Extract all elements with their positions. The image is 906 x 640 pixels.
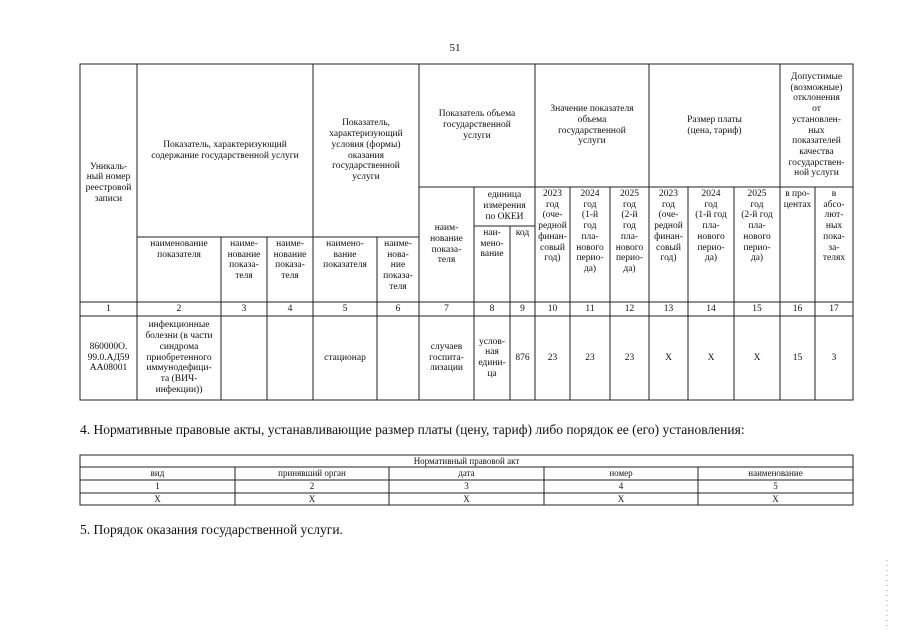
header-condition-name-2: наиме- нова- ние показа- теля xyxy=(383,239,413,292)
column-number: 13 xyxy=(663,303,674,314)
legal-act-value: Х xyxy=(308,493,316,504)
legal-act-column-number: 5 xyxy=(773,481,778,492)
column-number: 3 xyxy=(241,303,247,314)
header-volume-indicator: Показатель объема государственной услуги xyxy=(438,109,516,141)
header-unit-name: наи- мено- вание xyxy=(480,228,504,260)
legal-act-column-number: 4 xyxy=(618,481,624,492)
legal-act-column-number: 3 xyxy=(464,481,469,492)
cell-indicator-1: инфекционные болезни (в части синдрома приобретенного иммунодефици- та (ВИЧ- инфекции)) xyxy=(145,320,213,395)
cell-volume-2024: 23 xyxy=(585,352,595,363)
cell-deviation-absolute: 3 xyxy=(831,352,837,363)
cell-registry-number: 860000О. 99.0.АД59 АА08001 xyxy=(87,341,130,374)
header-indicator-name-2: наиме- нование показа- теля xyxy=(227,239,261,282)
legal-act-value: Х xyxy=(617,493,625,504)
header-allowed-deviations: Допустимые (возможные) отклонения от установлен- ных показателей качества государствен- ной услуги xyxy=(788,71,845,179)
legal-act-column-header: наименование xyxy=(748,468,803,479)
section-5-heading: 5. Порядок оказания государственной услуги. xyxy=(80,522,343,537)
column-number: 8 xyxy=(489,303,495,314)
legal-act-column-header: вид xyxy=(150,468,165,479)
header-condition-name-1: наимено- вание показателя xyxy=(323,239,367,271)
cell-volume-2023: 23 xyxy=(547,352,558,363)
header-deviation-absolute: в абсо- лют- ных пока- за- телях xyxy=(822,189,846,264)
header-okei-unit: единица измерения по ОКЕИ xyxy=(483,190,526,222)
column-number: 1 xyxy=(106,303,111,314)
legal-act-column-number: 2 xyxy=(309,481,315,492)
legal-act-value: Х xyxy=(463,493,470,504)
column-number: 15 xyxy=(752,303,762,314)
cell-fee-2023: Х xyxy=(665,352,672,363)
column-number: 5 xyxy=(342,303,348,314)
column-number: 10 xyxy=(547,303,558,314)
header-condition-indicators: Показатель, характеризующий условия (формы) оказания государственной услуги xyxy=(329,118,403,182)
header-volume-2024: 2024 год (1-й год пла- нового перио- да) xyxy=(576,189,604,275)
column-number: 16 xyxy=(792,303,803,314)
header-fee-2023: 2023 год (оче- редной финан- совый год) xyxy=(654,189,683,264)
column-number: 2 xyxy=(176,303,182,314)
cell-fee-2024: Х xyxy=(707,352,715,363)
header-indicator-name-1: наименование показателя xyxy=(150,239,208,260)
column-number: 4 xyxy=(287,303,293,314)
header-content-indicators: Показатель, характеризующий содержание государственной услуги xyxy=(151,139,299,161)
cell-unit-name: услов- ная едини- ца xyxy=(478,336,506,379)
legal-act-column-header: номер xyxy=(609,468,633,479)
page-number: 51 xyxy=(449,42,461,54)
header-unit-code: код xyxy=(515,228,530,238)
header-volume-2025: 2025 год (2-й год пла- нового перио- да) xyxy=(615,189,644,275)
section-4-heading: 4. Нормативные правовые акты, устанавливающие размер платы (цену, тариф) либо порядок ее (его) установления: xyxy=(80,422,745,437)
cell-unit-code: 876 xyxy=(515,352,530,363)
legal-act-value: Х xyxy=(154,493,161,504)
column-number: 17 xyxy=(829,303,839,314)
legal-act-column-header: принявший орган xyxy=(278,468,346,479)
header-volume-2023: 2023 год (оче- редной финан- совый год) xyxy=(538,189,567,264)
legal-act-value: Х xyxy=(772,493,779,504)
legal-act-column-header: дата xyxy=(458,468,475,479)
header-unique-number: Уникаль- ный номер реестровой записи xyxy=(85,161,132,204)
header-volume-values: Значение показателя объема государственной услуги xyxy=(550,104,634,147)
scan-margin-marks xyxy=(886,560,888,630)
cell-deviation-percent: 15 xyxy=(792,352,803,363)
legal-act-title: Нормативный правовой акт xyxy=(413,455,520,466)
header-indicator-name-3: наиме- нование показа- теля xyxy=(273,239,307,282)
header-deviation-percent: в про- центах xyxy=(783,189,812,210)
cell-condition-1: стационар xyxy=(324,352,366,363)
column-number: 14 xyxy=(706,303,716,314)
column-number: 11 xyxy=(585,303,595,314)
header-fee-2024: 2024 год (1-й год пла- нового перио- да) xyxy=(695,189,727,264)
column-number: 7 xyxy=(444,303,449,314)
column-number: 12 xyxy=(624,303,635,314)
header-fee-2025: 2025 год (2-й год пла- нового перио- да) xyxy=(741,189,773,264)
cell-fee-2025: Х xyxy=(753,352,761,363)
header-volume-name: наим- нование показа- теля xyxy=(430,223,463,266)
cell-volume-2025: 23 xyxy=(624,352,635,363)
column-number: 9 xyxy=(520,303,525,314)
legal-act-column-number: 1 xyxy=(155,481,160,492)
column-number: 6 xyxy=(395,303,401,314)
cell-volume-name: случаев госпита- лизации xyxy=(429,341,464,374)
header-fee-size: Размер платы (цена, тариф) xyxy=(687,114,742,136)
